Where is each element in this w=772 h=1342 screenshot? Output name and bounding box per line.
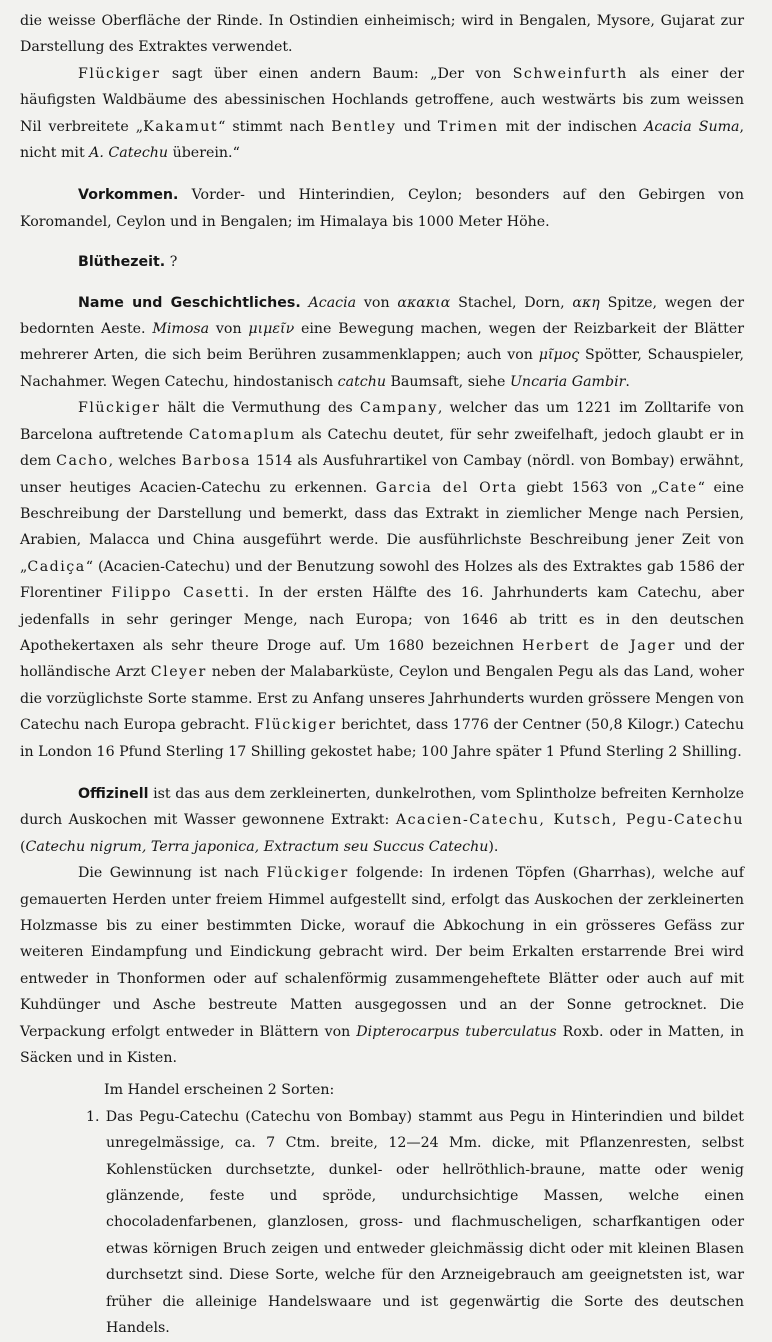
hindustani-word: catchu (337, 373, 386, 390)
list-number: 1. (86, 1108, 106, 1125)
section-heading: Blüthezeit. (78, 254, 166, 271)
paragraph-history: Flückiger hält die Vermuthung des Campany, welcher das um 1221 im Zolltarife von Barcelona auftretende Catomaplum als Catechu deutet, für sehr zweifelhaft, jedoch glaubt er in dem Cacho, welches Barbosa 1514 als Ausfuhrartikel von Cambay (nördl. von Bombay) erwähnt, unser heutiges Acacien-Catechu zu erkennen. Garcia del Orta giebt 1563 von „Cate“ eine Beschreibung der Darstellung und bemerkt, dass das Extrakt in ziemlicher Menge nach Persien, Arabien, Malacca und China ausgeführt werde. Die ausführlichste Beschreibung jener Zeit von „Cadiça“ (Acacien-Catechu) und der Benutzung sowohl des Holzes als des Extraktes gab 1586 der Florentiner Filippo Casetti. In der ersten Hälfte des 16. Jahrhunderts kam Catechu, aber jedenfalls in sehr geringer Menge, nach Europa; von 1646 ab tritt es in den deutschen Apothekertaxen als sehr theure Droge auf. Um 1680 bezeichnen Herbert de Jager und der holländische Arzt Cleyer neben der Malabarküste, Ceylon und Bengalen Pegu als das Land, woher die vorzüglichste Sorte stamme. Erst zu Anfang unseres Jahrhunderts wurden grössere Mengen von Catechu nach Europa gebracht. Flückiger berichtet, dass 1776 der Centner (50,8 Kilogr.) Catechu in London 16 Pfund Sterling 17 Shilling gekostet habe; 100 Jahre später 1 Pfund Sterling 2 Shilling. (20, 400, 744, 760)
author-name: Herbert de Jager (522, 637, 676, 654)
author-name: Campany (359, 400, 438, 417)
plant-name: Kakamut (143, 118, 219, 135)
author-name: Bentley (331, 118, 397, 135)
product-names: Acacien-Catechu, Kutsch, Pegu-Catechu (395, 812, 744, 829)
genus-name: Mimosa (152, 321, 210, 338)
author-name: Flückiger (78, 400, 161, 417)
author-name: Schweinfurth (512, 65, 628, 82)
continuation-text: die weisse Oberfläche der Rinde. In Ostindien einheimisch; wird in Bengalen, Mysore, Gujarat zur Darstellung des Extraktes verwendet. (20, 13, 744, 56)
author-name: Flückiger (78, 65, 161, 82)
author-name: Filippo Casetti (111, 585, 245, 602)
list-lead: Im Handel erscheinen 2 Sorten: (104, 1082, 335, 1099)
section-text: Vorder- und Hinterindien, Ceylon; besonders auf den Gebirgen von Koromandel, Ceylon und in Bengalen; im Himalaya bis 1000 Meter Höhe. (20, 187, 744, 230)
section-heading: Name und Geschichtliches. (78, 294, 301, 311)
latin-names: Catechu nigrum, Terra japonica, Extractum seu Succus Catechu (25, 838, 489, 855)
species-name: A. Catechu (89, 145, 169, 162)
term: Cate (658, 479, 698, 496)
paragraph-continuation (20, 8, 744, 61)
author-name: Trimen (437, 118, 499, 135)
list-item (20, 1104, 744, 1342)
section-bluethezeit (20, 249, 744, 275)
greek-word: μιμεῖν (248, 321, 295, 338)
section-offizinell: Offizinell ist das aus dem zerkleinerten, dunkelrothen, vom Splintholze befreiten Kernholze durch Auskochen mit Wasser gewonnene Extrakt: Acacien-Catechu, Kutsch, Pegu-Catechu (Catechu nigrum, Terra japonica, Extractum seu Succus Catechu). (20, 785, 744, 855)
term: Catomaplum (188, 426, 296, 443)
author-name: Cleyer (150, 664, 207, 681)
section-name-geschichtliches: Name und Geschichtliches. Acacia von ακακια Stachel, Dorn, ακη Spitze, wegen der bedornten Aeste. Mimosa von μιμεῖν eine Bewegung machen, wegen der Reizbarkeit der Blätter mehrerer Arten, die sich beim Berühren zusammenklappen; auch von μῖμος Spötter, Schauspieler, Nachahmer. Wegen Catechu, hindostanisch catchu Baumsaft, siehe Uncaria Gambir. (20, 294, 744, 390)
species-name: Uncaria Gambir (509, 373, 626, 390)
term: Cacho (56, 453, 109, 470)
greek-word: ακακια (397, 294, 451, 311)
section-vorkommen (20, 182, 744, 235)
species-name: Dipterocarpus tuberculatus (356, 1023, 557, 1040)
author-name: Garcia del Orta (375, 479, 518, 496)
paragraph-gewinnung: Die Gewinnung ist nach Flückiger folgende: In irdenen Töpfen (Gharrhas), welche auf gemauerten Herden unter freiem Himmel aufgestellt sind, erfolgt das Auskochen der zerkleinerten Holzmasse bis zu einer bestimmten Dicke, worauf die Abkochung in ein grösseres Gefäss zur weiteren Eindampfung und Eindickung gebracht wird. Der beim Erkalten erstarrende Brei wird entweder in Thonformen oder auf schalenförmig zusammengeheftete Blätter oder auch auf mit Kuhdünger und Asche bestreute Matten ausgegossen und an der Sonne getrocknet. Die Verpackung erfolgt entweder in Blättern von Dipterocarpus tuberculatus Roxb. oder in Matten, in Säcken und in Kisten. (20, 865, 744, 1067)
term: Cadiça (27, 558, 86, 575)
section-heading: Offizinell (78, 785, 149, 802)
section-text: ? (165, 254, 178, 271)
author-name: Flückiger (266, 865, 349, 882)
paragraph-flueckiger-tree: Flückiger sagt über einen andern Baum: „Der von Schweinfurth als einer der häufigsten Waldbäume des abessinischen Hochlands getroffene, auch westwärts bis zum weissen Nil verbreitete „Kakamut“ stimmt nach Bentley und Trimen mit der indischen Acacia Suma, nicht mit A. Catechu überein.“ (20, 65, 745, 162)
greek-word: μῖμος (538, 347, 580, 364)
author-name: Barbosa (181, 453, 251, 470)
author-name: Flückiger (254, 717, 337, 734)
species-name: Acacia Suma (644, 118, 740, 135)
greek-word: ακη (572, 294, 600, 311)
genus-name: Acacia (308, 294, 357, 311)
list-item-text: Das Pegu-Catechu (Catechu von Bombay) stammt aus Pegu in Hinterindien und bildet unregelmässige, ca. 7 Ctm. breite, 12—24 Mm. dicke, mit Pflanzenresten, selbst Kohlenstücken durchsetzte, dunkel- oder hellröthlich-braune, matte oder wenig glänzende, feste und spröde, undurchsichtige Massen, welche einen chocoladenfarbenen, glanzlosen, gross- und flachmuscheligen, scharfkantigen oder etwas körnigen Bruch zeigen und entweder gleichmässig dicht oder mit kleinen Blasen durchsetzt sind. Diese Sorte, welche für den Arzneigebrauch am geeignetsten ist, war früher die alleinige Handelswaare und ist gegenwärtig die Sorte des deutschen Handels. (105, 1108, 744, 1337)
section-heading: Vorkommen. (78, 187, 179, 204)
